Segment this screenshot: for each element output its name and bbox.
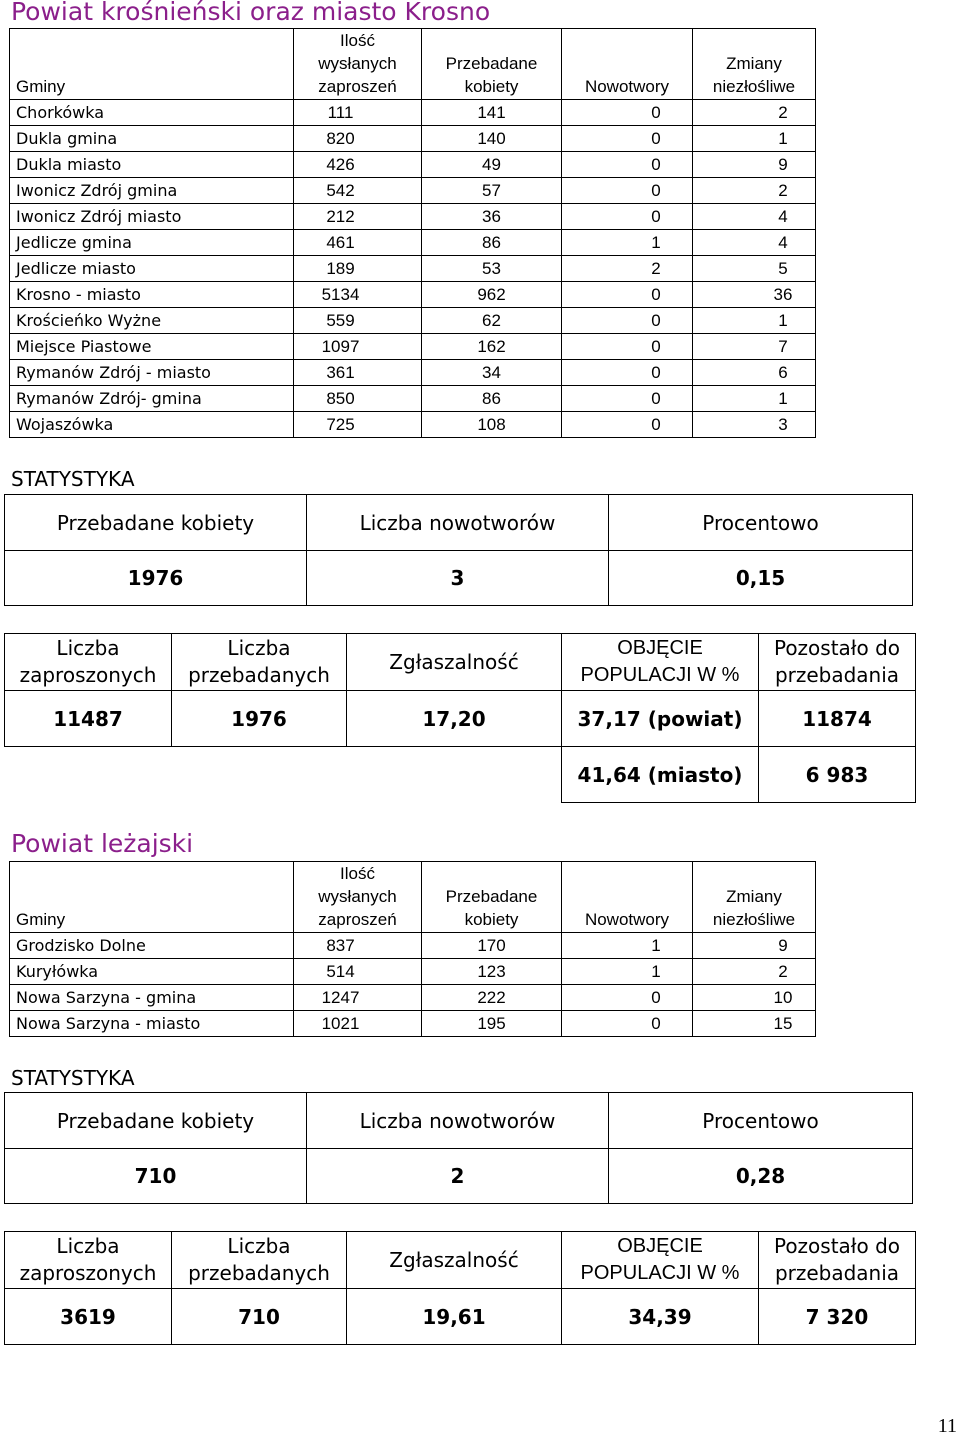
table-body bbox=[10, 933, 816, 1037]
gmina-name: Dukla gmina bbox=[10, 126, 294, 152]
section-title-krosno: Powiat krośnieński oraz miasto Krosno bbox=[11, 0, 491, 26]
header-gminy: Gminy bbox=[10, 862, 294, 933]
header-nowotwory: Nowotwory bbox=[562, 862, 693, 933]
cancers-count: 1 bbox=[562, 959, 693, 985]
invites-count: 1021 bbox=[294, 1011, 422, 1037]
coverage-value-invited: 3619 bbox=[5, 1289, 172, 1345]
screened-count: 62 bbox=[422, 308, 562, 334]
screened-count: 57 bbox=[422, 178, 562, 204]
table-row bbox=[10, 412, 816, 438]
coverage-table-lezajsk bbox=[4, 1231, 916, 1345]
coverage-header-invited: Liczba zaproszonych bbox=[5, 1232, 172, 1289]
coverage-header-population: OBJĘCIE POPULACJI W % bbox=[562, 634, 759, 691]
table-row bbox=[10, 334, 816, 360]
gminy-table-lezajsk bbox=[9, 861, 816, 1037]
table-row bbox=[10, 308, 816, 334]
table-body bbox=[10, 100, 816, 438]
stats-table-lezajsk bbox=[4, 1092, 913, 1204]
gmina-name: Miejsce Piastowe bbox=[10, 334, 294, 360]
screened-count: 49 bbox=[422, 152, 562, 178]
screened-count: 141 bbox=[422, 100, 562, 126]
stats-title-lezajsk: STATYSTYKA bbox=[11, 1066, 135, 1090]
header-ilosc: Ilość wysłanych zaproszeń bbox=[294, 862, 422, 933]
gmina-name: Krościeńko Wyżne bbox=[10, 308, 294, 334]
header-gminy: Gminy bbox=[10, 29, 294, 100]
gmina-name: Kuryłówka bbox=[10, 959, 294, 985]
cancers-count: 0 bbox=[562, 204, 693, 230]
benign-count: 1 bbox=[693, 308, 816, 334]
cancers-count: 0 bbox=[562, 360, 693, 386]
screened-count: 36 bbox=[422, 204, 562, 230]
cancers-count: 0 bbox=[562, 100, 693, 126]
benign-count: 1 bbox=[693, 386, 816, 412]
cancers-count: 0 bbox=[562, 152, 693, 178]
coverage-value-population: 37,17 (powiat) bbox=[562, 691, 759, 747]
benign-count: 3 bbox=[693, 412, 816, 438]
cancers-count: 1 bbox=[562, 933, 693, 959]
header-ilosc: Ilość wysłanych zaproszeń bbox=[294, 29, 422, 100]
table-row bbox=[10, 985, 816, 1011]
invites-count: 426 bbox=[294, 152, 422, 178]
invites-count: 725 bbox=[294, 412, 422, 438]
screened-count: 86 bbox=[422, 230, 562, 256]
invites-count: 850 bbox=[294, 386, 422, 412]
header-zmiany: Zmiany niezłośliwe bbox=[693, 862, 816, 933]
benign-count: 4 bbox=[693, 230, 816, 256]
gmina-name: Nowa Sarzyna - gmina bbox=[10, 985, 294, 1011]
gmina-name: Rymanów Zdrój - miasto bbox=[10, 360, 294, 386]
invites-count: 514 bbox=[294, 959, 422, 985]
table-row bbox=[10, 152, 816, 178]
cancers-count: 0 bbox=[562, 386, 693, 412]
coverage-header-remaining: Pozostało do przebadania bbox=[759, 1232, 916, 1289]
coverage-header-response: Zgłaszalność bbox=[347, 1232, 562, 1289]
stats-table-krosno bbox=[4, 494, 913, 606]
table-row bbox=[10, 959, 816, 985]
screened-count: 962 bbox=[422, 282, 562, 308]
benign-count: 9 bbox=[693, 152, 816, 178]
gmina-name: Nowa Sarzyna - miasto bbox=[10, 1011, 294, 1037]
stats-title-krosno: STATYSTYKA bbox=[11, 467, 135, 491]
cancers-count: 1 bbox=[562, 230, 693, 256]
table-header-row bbox=[10, 29, 816, 100]
screened-count: 34 bbox=[422, 360, 562, 386]
cancers-count: 0 bbox=[562, 985, 693, 1011]
header-przebadane: Przebadane kobiety bbox=[422, 29, 562, 100]
cancers-count: 0 bbox=[562, 308, 693, 334]
cancers-count: 0 bbox=[562, 126, 693, 152]
cancers-count: 2 bbox=[562, 256, 693, 282]
table-row bbox=[10, 1011, 816, 1037]
screened-count: 162 bbox=[422, 334, 562, 360]
benign-count: 36 bbox=[693, 282, 816, 308]
coverage-header-remaining: Pozostało do przebadania bbox=[759, 634, 916, 691]
table-row bbox=[10, 933, 816, 959]
benign-count: 5 bbox=[693, 256, 816, 282]
coverage-header-screened: Liczba przebadanych bbox=[172, 1232, 347, 1289]
coverage-header-invited: Liczba zaproszonych bbox=[5, 634, 172, 691]
benign-count: 6 bbox=[693, 360, 816, 386]
table-row bbox=[10, 178, 816, 204]
coverage-value-remaining: 7 320 bbox=[759, 1289, 916, 1345]
stats-label-percent: Procentowo bbox=[609, 1093, 913, 1149]
benign-count: 10 bbox=[693, 985, 816, 1011]
table-row bbox=[10, 100, 816, 126]
table-row bbox=[10, 256, 816, 282]
gmina-name: Wojaszówka bbox=[10, 412, 294, 438]
invites-count: 212 bbox=[294, 204, 422, 230]
invites-count: 1097 bbox=[294, 334, 422, 360]
header-nowotwory: Nowotwory bbox=[562, 29, 693, 100]
screened-count: 140 bbox=[422, 126, 562, 152]
gmina-name: Rymanów Zdrój- gmina bbox=[10, 386, 294, 412]
invites-count: 461 bbox=[294, 230, 422, 256]
gmina-name: Chorkówka bbox=[10, 100, 294, 126]
invites-count: 5134 bbox=[294, 282, 422, 308]
screened-count: 170 bbox=[422, 933, 562, 959]
cancers-count: 0 bbox=[562, 1011, 693, 1037]
benign-count: 7 bbox=[693, 334, 816, 360]
table-row bbox=[10, 126, 816, 152]
coverage-value-screened: 710 bbox=[172, 1289, 347, 1345]
benign-count: 2 bbox=[693, 100, 816, 126]
invites-count: 111 bbox=[294, 100, 422, 126]
screened-count: 53 bbox=[422, 256, 562, 282]
table-row bbox=[10, 360, 816, 386]
stats-value-cancers: 3 bbox=[307, 551, 609, 606]
coverage-value-remaining-city: 6 983 bbox=[759, 747, 916, 803]
stats-label-screened: Przebadane kobiety bbox=[5, 495, 307, 551]
table-row bbox=[10, 282, 816, 308]
gmina-name: Jedlicze miasto bbox=[10, 256, 294, 282]
cancers-count: 0 bbox=[562, 178, 693, 204]
screened-count: 195 bbox=[422, 1011, 562, 1037]
stats-value-screened: 1976 bbox=[5, 551, 307, 606]
header-zmiany: Zmiany niezłośliwe bbox=[693, 29, 816, 100]
coverage-value-invited: 11487 bbox=[5, 691, 172, 747]
benign-count: 9 bbox=[693, 933, 816, 959]
stats-value-cancers: 2 bbox=[307, 1149, 609, 1204]
gmina-name: Grodzisko Dolne bbox=[10, 933, 294, 959]
table-row bbox=[10, 204, 816, 230]
gmina-name: Krosno - miasto bbox=[10, 282, 294, 308]
screened-count: 222 bbox=[422, 985, 562, 1011]
stats-label-cancers: Liczba nowotworów bbox=[307, 495, 609, 551]
gmina-name: Jedlicze gmina bbox=[10, 230, 294, 256]
screened-count: 108 bbox=[422, 412, 562, 438]
benign-count: 1 bbox=[693, 126, 816, 152]
cancers-count: 0 bbox=[562, 334, 693, 360]
header-przebadane: Przebadane kobiety bbox=[422, 862, 562, 933]
coverage-value-population-city: 41,64 (miasto) bbox=[562, 747, 759, 803]
invites-count: 542 bbox=[294, 178, 422, 204]
benign-count: 2 bbox=[693, 959, 816, 985]
benign-count: 2 bbox=[693, 178, 816, 204]
gmina-name: Iwonicz Zdrój gmina bbox=[10, 178, 294, 204]
invites-count: 820 bbox=[294, 126, 422, 152]
invites-count: 837 bbox=[294, 933, 422, 959]
stats-value-screened: 710 bbox=[5, 1149, 307, 1204]
coverage-value-remaining: 11874 bbox=[759, 691, 916, 747]
cancers-count: 0 bbox=[562, 412, 693, 438]
table-row bbox=[10, 230, 816, 256]
coverage-value-response: 17,20 bbox=[347, 691, 562, 747]
stats-label-cancers: Liczba nowotworów bbox=[307, 1093, 609, 1149]
coverage-header-population: OBJĘCIE POPULACJI W % bbox=[562, 1232, 759, 1289]
gminy-table-krosno bbox=[9, 28, 816, 438]
page-number: 11 bbox=[937, 1415, 957, 1437]
table-header-row bbox=[10, 862, 816, 933]
invites-count: 1247 bbox=[294, 985, 422, 1011]
coverage-header-screened: Liczba przebadanych bbox=[172, 634, 347, 691]
cancers-count: 0 bbox=[562, 282, 693, 308]
gmina-name: Dukla miasto bbox=[10, 152, 294, 178]
stats-value-percent: 0,15 bbox=[609, 551, 913, 606]
stats-label-percent: Procentowo bbox=[609, 495, 913, 551]
benign-count: 4 bbox=[693, 204, 816, 230]
coverage-table-krosno bbox=[4, 633, 916, 803]
screened-count: 123 bbox=[422, 959, 562, 985]
invites-count: 559 bbox=[294, 308, 422, 334]
coverage-value-response: 19,61 bbox=[347, 1289, 562, 1345]
screened-count: 86 bbox=[422, 386, 562, 412]
invites-count: 361 bbox=[294, 360, 422, 386]
section-title-lezajsk: Powiat leżajski bbox=[11, 829, 194, 858]
benign-count: 15 bbox=[693, 1011, 816, 1037]
coverage-value-population: 34,39 bbox=[562, 1289, 759, 1345]
coverage-value-screened: 1976 bbox=[172, 691, 347, 747]
stats-label-screened: Przebadane kobiety bbox=[5, 1093, 307, 1149]
table-row bbox=[10, 386, 816, 412]
invites-count: 189 bbox=[294, 256, 422, 282]
coverage-header-response: Zgłaszalność bbox=[347, 634, 562, 691]
stats-value-percent: 0,28 bbox=[609, 1149, 913, 1204]
gmina-name: Iwonicz Zdrój miasto bbox=[10, 204, 294, 230]
